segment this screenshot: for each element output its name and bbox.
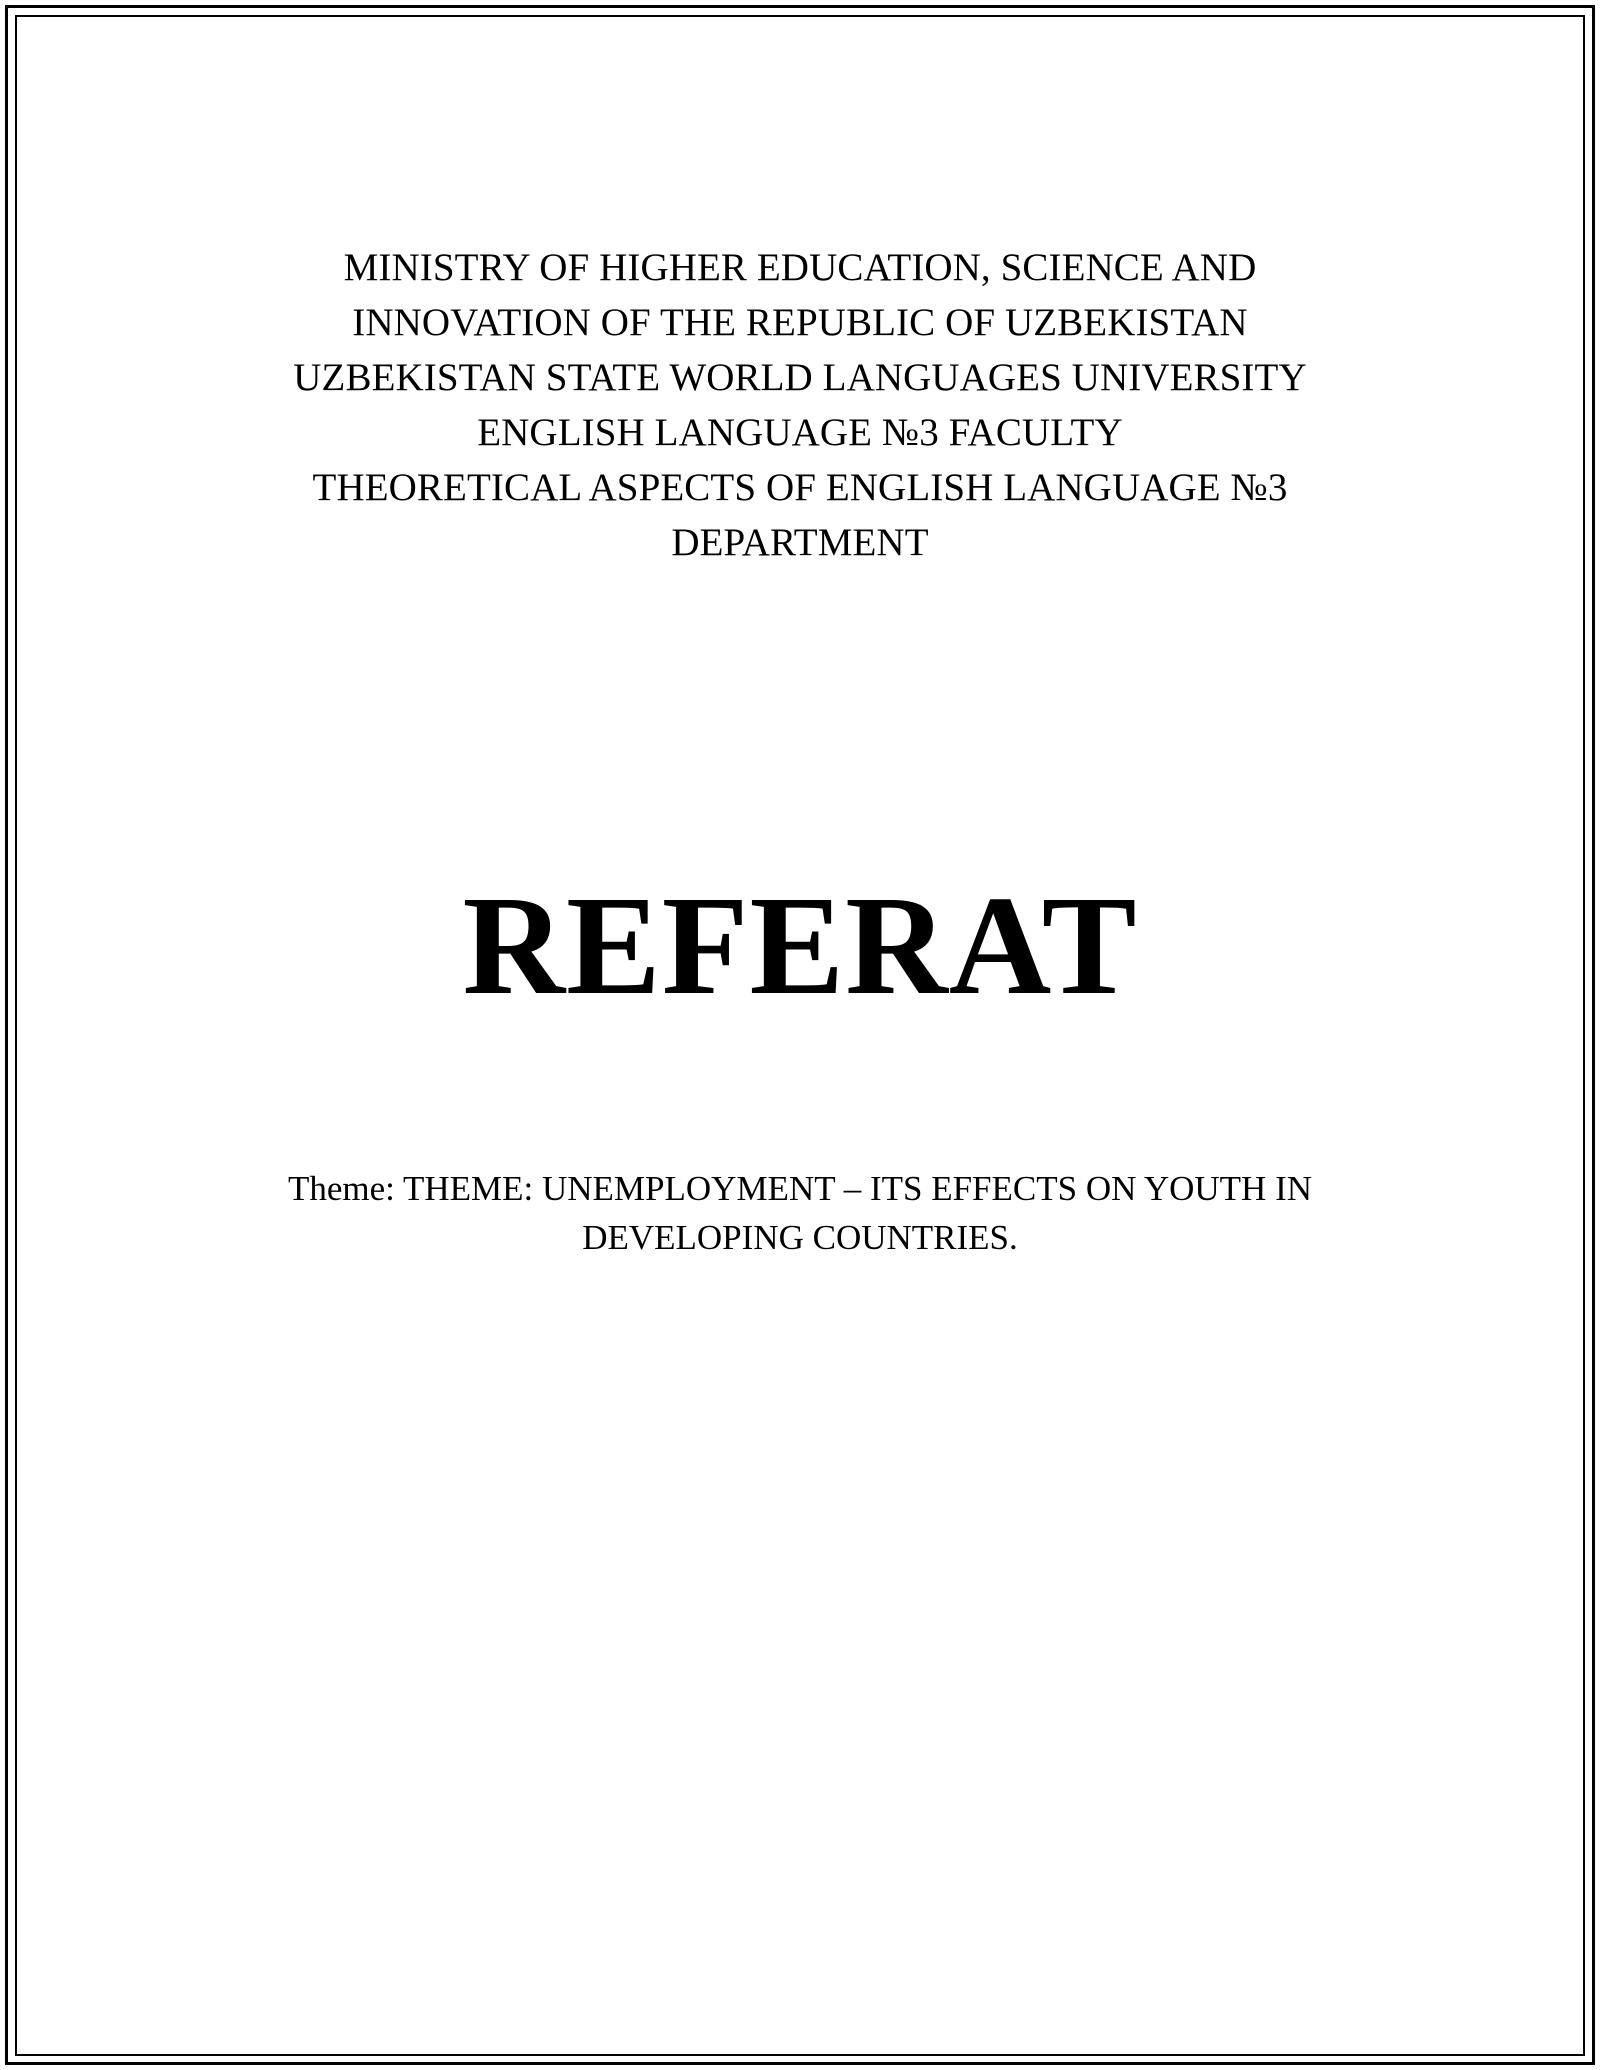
theme-line-2: DEVELOPING COUNTRIES. — [582, 1218, 1018, 1257]
theme-line-1: Theme: THEME: UNEMPLOYMENT – ITS EFFECTS ON YOUTH IN — [287, 1169, 1313, 1208]
header-line-department-name: THEORETICAL ASPECTS OF ENGLISH LANGUAGE №3 — [312, 466, 1288, 509]
institution-header — [0, 240, 1600, 570]
header-line-republic: INNOVATION OF THE REPUBLIC OF UZBEKISTAN — [352, 301, 1248, 344]
header-line-department: DEPARTMENT — [671, 521, 929, 564]
document-title: REFERAT — [462, 866, 1138, 1024]
theme-block — [0, 1164, 1600, 1262]
header-line-ministry: MINISTRY OF HIGHER EDUCATION, SCIENCE AND — [343, 246, 1257, 289]
header-line-faculty: ENGLISH LANGUAGE №3 FACULTY — [477, 411, 1123, 454]
header-line-university: UZBEKISTAN STATE WORLD LANGUAGES UNIVERSITY — [293, 356, 1307, 399]
